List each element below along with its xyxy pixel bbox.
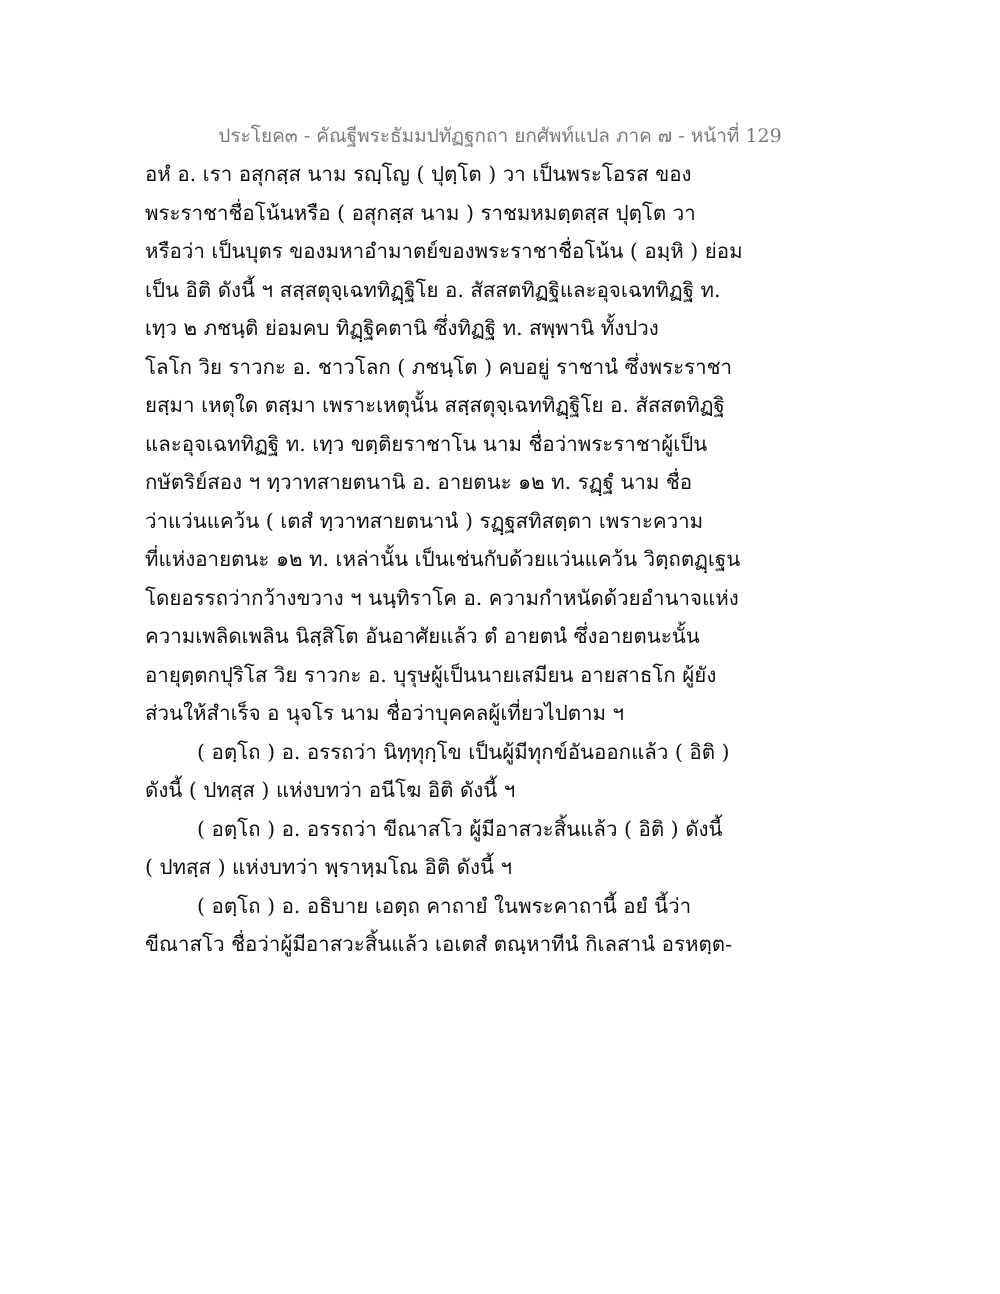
text-line-18: ( อตฺโถ ) อ. อรรถว่า ขีณาสโว ผู้มีอาสวะสิ้นแล้ว ( อิติ ) ดังนี้: [197, 816, 723, 841]
running-header: [0, 121, 1000, 151]
body-text: [145, 155, 860, 964]
text-line-21: ขีณาสโว ชื่อว่าผู้มีอาสวะสิ้นแล้ว เอเตสํ ตณฺหาทีนํ กิเลสานํ อรหตฺต-: [145, 932, 733, 956]
text-line-20: ( อตฺโถ ) อ. อธิบาย เอตฺถ คาถายํ ในพระคาถานี้ อยํ นี้ว่า: [197, 893, 692, 918]
text-line-2: พระราชาชื่อโน้นหรือ ( อสุกสฺส นาม ) ราชมหมตฺตสฺส ปุตฺโต วา: [145, 200, 696, 225]
text-line-11: ที่แห่งอายตนะ ๑๒ ท. เหล่านั้น เป็นเช่นกับด้วยแว่นแคว้น วิตฺถตฏฺเฐน: [145, 547, 741, 571]
text-line-19: ( ปทสฺส ) แห่งบทว่า พฺราหฺมโณ อิติ ดังนี้ ฯ: [145, 855, 513, 879]
text-line-14: อายุตฺตกปุริโส วิย ราวกะ อ. บุรุษผู้เป็นนายเสมียน อายสาธโก ผู้ยัง: [145, 662, 717, 687]
text-line-1: อหํ อ. เรา อสุกสฺส นาม รญฺโญ ( ปุตฺโต ) วา เป็นพระโอรส ของ: [145, 162, 692, 186]
text-line-15: ส่วนให้สำเร็จ อ นุจโร นาม ชื่อว่าบุคคลผู้เที่ยวไปตาม ฯ: [145, 701, 625, 725]
text-line-6: โลโก วิย ราวกะ อ. ชาวโลก ( ภชนฺโต ) คบอยู่ ราชานํ ซึ่งพระราชา: [145, 354, 733, 379]
text-line-3: หรือว่า เป็นบุตร ของมหาอำมาตย์ของพระราชาชื่อโน้น ( อมฺหิ ) ย่อม: [145, 239, 743, 263]
text-line-9: กษัตริย์สอง ฯ ทฺวาทสายตนานิ อ. อายตนะ ๑๒ ท. รฏฺฐํ นาม ชื่อ: [145, 470, 693, 494]
text-line-8: และอุจเฉททิฏฐิ ท. เทฺว ขตฺติยราชาโน นาม ชื่อว่าพระราชาผู้เป็น: [145, 431, 708, 456]
text-line-5: เทฺว ๒ ภชนฺติ ย่อมคบ ทิฏฺฐิคตานิ ซึ่งทิฏฐิ ท. สพฺพานิ ทั้งปวง: [145, 316, 659, 340]
text-line-10: ว่าแว่นแคว้น ( เตสํ ทฺวาทสายตนานํ ) รฏฺฐสทิสตฺตา เพราะความ: [145, 508, 704, 533]
text-line-16: ( อตฺโถ ) อ. อรรถว่า นิทฺทุกฺโข เป็นผู้มีทุกข์อันออกแล้ว ( อิติ ): [197, 739, 730, 764]
text-line-7: ยสฺมา เหตุใด ตสฺมา เพราะเหตุนั้น สสฺสตุจฺเฉททิฏฺฐิโย อ. สัสสตทิฏฐิ: [145, 393, 725, 417]
text-line-13: ความเพลิดเพลิน นิสฺสิโต อันอาศัยแล้ว ตํ อายตนํ ซึ่งอายตนะนั้น: [145, 624, 700, 648]
running-header-text: ประโยค๓ - คัณฐีพระธัมมปทัฏฐกถา ยกศัพท์แปล ภาค ๗ - หน้าที่ 129: [218, 125, 782, 147]
text-line-4: เป็น อิติ ดังนี้ ฯ สสฺสตุจฺเฉททิฏฺฐิโย อ. สัสสตทิฏฐิและอุจเฉททิฏฐิ ท.: [145, 277, 721, 302]
text-line-17: ดังนี้ ( ปทสฺส ) แห่งบทว่า อนีโฆ อิติ ดังนี้ ฯ: [145, 778, 516, 802]
text-line-12: โดยอรรถว่ากว้างขวาง ฯ นนฺทิราโค อ. ความกำหนัดด้วยอำนาจแห่ง: [145, 585, 739, 610]
